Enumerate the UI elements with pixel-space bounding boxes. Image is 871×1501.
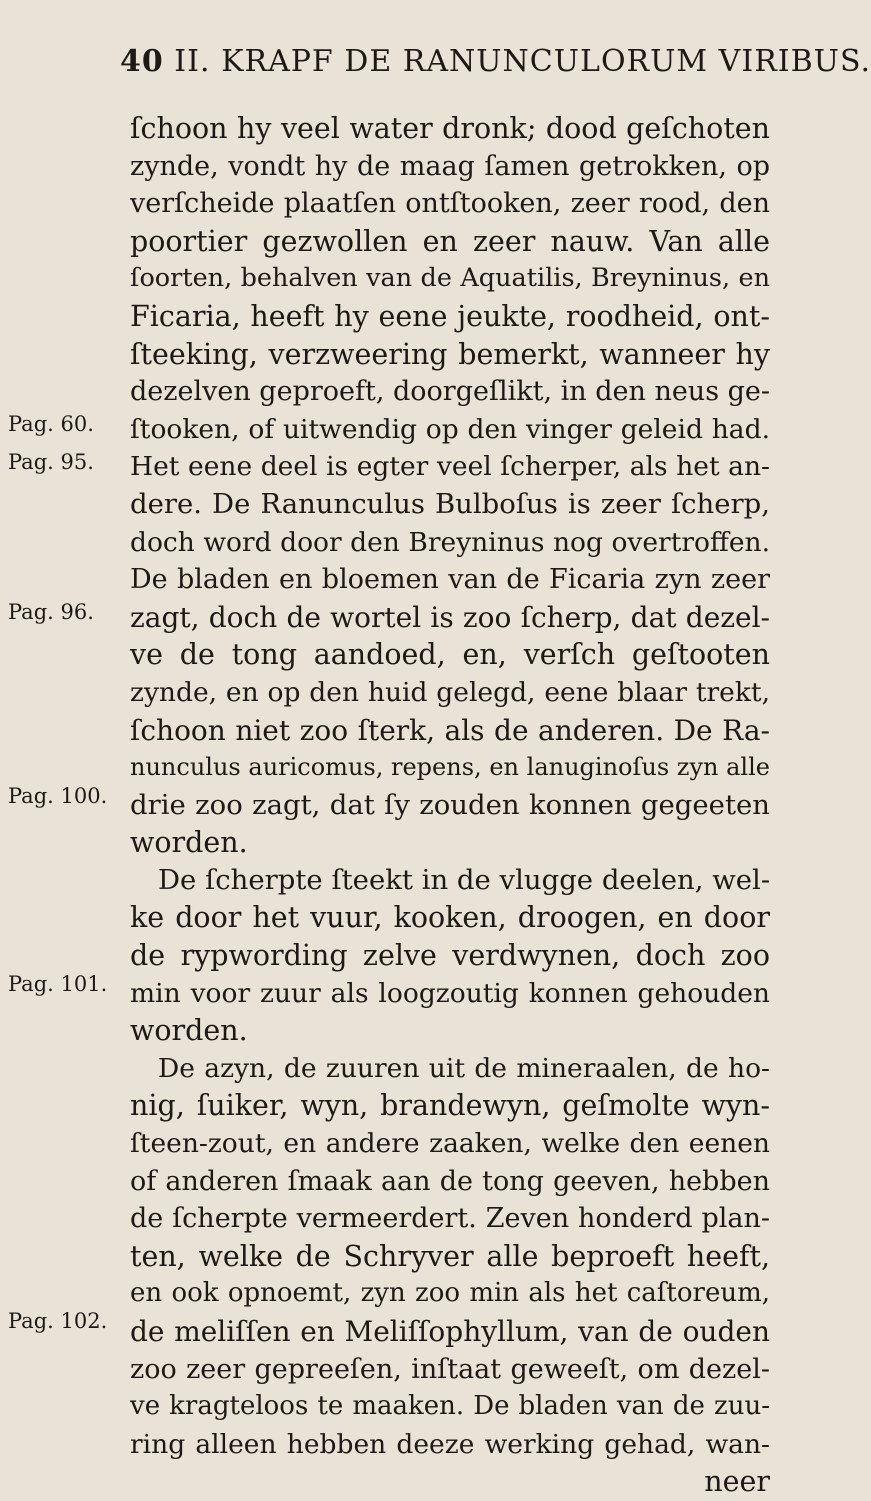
- text-line: zynde, en op den huid gelegd, eene blaar trekt,: [130, 676, 770, 708]
- text-line: ſteeking, verzweering bemerkt, wanneer hy: [130, 337, 770, 371]
- text-line: ring alleen hebben deeze werking gehad, wan-: [130, 1428, 770, 1460]
- margin-note: Pag. 102.: [8, 1309, 108, 1333]
- body-text: [130, 110, 770, 1501]
- text-line: dere. De Ranunculus Bulboſus is zeer ſcherp,: [130, 487, 770, 520]
- header-title: II. KRAPF DE RANUNCULORUM VIRIBUS.: [174, 44, 871, 79]
- text-line: Het eene deel is egter veel ſcherper, als het an-: [130, 451, 770, 483]
- text-line: of anderen ſmaak aan de tong geeven, hebben: [130, 1165, 770, 1197]
- text-line: doch word door den Breyninus nog overtroffen.: [130, 526, 770, 558]
- text-line: dezelven geproeft, doorgeſlikt, in den neus ge-: [130, 376, 771, 408]
- text-line: zagt, doch de wortel is zoo ſcherp, dat dezel-: [130, 600, 770, 634]
- text-line: de ſcherpte vermeerdert. Zeven honderd plan-: [130, 1203, 770, 1235]
- catchword: neer: [704, 1465, 770, 1499]
- text-line: de meliſſen en Meliſſophyllum, van de ouden: [130, 1315, 770, 1348]
- text-line: ſtooken, of uitwendig op den vinger geleid had.: [130, 413, 770, 445]
- text-line: zynde, vondt hy de maag ſamen getrokken, op: [130, 150, 770, 182]
- text-line: verſcheide plaatſen ontſtooken, zeer rood, den: [130, 188, 770, 220]
- page-number: 40: [120, 44, 164, 79]
- text-line: zoo zeer gepreeſen, inſtaat geweeſt, om dezel-: [130, 1353, 770, 1385]
- text-line: de rypwording zelve verdwynen, doch zoo: [130, 939, 770, 973]
- text-line: worden.: [130, 826, 248, 860]
- text-line: De azyn, de zuuren uit de mineraalen, de ho-: [158, 1052, 770, 1084]
- text-line: min voor zuur als loogzoutig konnen gehouden: [130, 977, 770, 1009]
- text-line: De bladen en bloemen van de Ficaria zyn zeer: [130, 564, 770, 596]
- margin-note: Pag. 100.: [8, 784, 108, 808]
- text-line: ve kragteloos te maaken. De bladen van de zuu-: [130, 1391, 770, 1422]
- text-line: ſchoon hy veel water dronk; dood geſchoten: [130, 112, 770, 145]
- margin-note: Pag. 96.: [8, 600, 94, 624]
- text-line: poortier gezwollen en zeer nauw. Van alle: [130, 224, 770, 258]
- text-line: nig, ſuiker, wyn, brandewyn, geſmolte wyn-: [130, 1089, 770, 1123]
- text-line: en ook opnoemt, zyn zoo min als het caſtoreum,: [130, 1278, 770, 1309]
- text-line: drie zoo zagt, dat ſy zouden konnen gegeeten: [130, 788, 770, 821]
- text-line: ten, welke de Schryver alle beproeft heeft,: [130, 1239, 770, 1273]
- text-line: nunculus auricomus, repens, en lanuginoſus zyn alle: [130, 753, 770, 782]
- running-header: [120, 44, 871, 79]
- text-line: ve de tong aandoed, en, verſch geſtooten: [130, 638, 770, 672]
- text-line: ſoorten, behalven van de Aquatilis, Breyninus, en: [130, 263, 770, 294]
- text-line: Ficaria, heeft hy eene jeukte, roodheid, ont-: [130, 299, 770, 333]
- text-line: ke door het vuur, kooken, droogen, en door: [130, 901, 770, 935]
- text-line: De ſcherpte ſteekt in de vlugge deelen, wel-: [158, 863, 771, 896]
- text-line: ſteen-zout, en andere zaaken, welke den eenen: [130, 1128, 770, 1160]
- margin-note: Pag. 95.: [8, 450, 94, 474]
- text-line: worden.: [130, 1014, 248, 1048]
- text-line: ſchoon niet zoo ſterk, als de anderen. De Ra-: [130, 713, 770, 747]
- margin-note: Pag. 101.: [8, 972, 108, 996]
- margin-note: Pag. 60.: [8, 412, 94, 436]
